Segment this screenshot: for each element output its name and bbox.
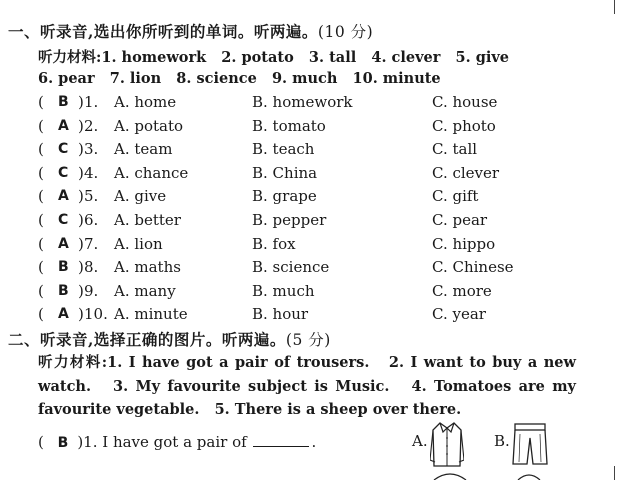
open-paren: ( bbox=[38, 211, 44, 229]
open-paren: ( bbox=[38, 281, 44, 300]
option-a: A. minute bbox=[114, 305, 188, 324]
close-paren: ) bbox=[78, 116, 84, 135]
option-b: B. fox bbox=[252, 234, 296, 253]
close-paren: ) bbox=[78, 258, 84, 277]
option-c: C. photo bbox=[432, 116, 496, 135]
question-number: 8. bbox=[84, 258, 99, 277]
option-c: C. more bbox=[432, 281, 492, 300]
option-b: B. science bbox=[252, 258, 330, 277]
option-a: A. many bbox=[114, 281, 176, 300]
page-edge-mark-bottom bbox=[614, 466, 615, 480]
open-paren: ( bbox=[38, 305, 44, 324]
section2-title: 二、听录音,选择正确的图片。听两遍。 bbox=[8, 330, 286, 349]
page-edge-mark-top bbox=[614, 0, 615, 14]
partial-picture-icon-2 bbox=[514, 470, 544, 480]
option-b: B. grape bbox=[252, 187, 317, 206]
question-number: 9. bbox=[84, 281, 99, 300]
option-a: A. chance bbox=[114, 163, 189, 182]
close-paren: ) bbox=[78, 187, 84, 206]
section2-material-text: 1. I have got a pair of trousers. 2. I want to buy a new watch. 3. My favourite subject is Music. 4. Tomatoes are my favourite vegetable. 5. There is a sheep over there. bbox=[38, 354, 582, 418]
section2-points: (5 分) bbox=[285, 331, 331, 349]
option-a: A. lion bbox=[114, 234, 163, 253]
close-paren: ) bbox=[78, 140, 84, 159]
option-c: C. tall bbox=[432, 140, 478, 159]
section2-question1 bbox=[38, 432, 316, 451]
section2-heading bbox=[8, 328, 331, 350]
q1-answer: B bbox=[57, 435, 69, 451]
open-paren: ( bbox=[38, 140, 44, 159]
answer-letter: B bbox=[58, 282, 69, 299]
section2-material-label: 听力材料: bbox=[38, 354, 108, 371]
option-c: C. house bbox=[432, 93, 498, 111]
option-b: B. homework bbox=[252, 93, 353, 111]
section1-material-text1: 1. homework 2. potato 3. tall 4. clever 5. give bbox=[101, 49, 510, 66]
q1-period: . bbox=[311, 433, 317, 451]
answer-letter: B bbox=[58, 94, 69, 110]
q1-choice-b-label: B. bbox=[494, 432, 510, 450]
answer-letter: A bbox=[58, 306, 69, 323]
question-number: 4. bbox=[84, 163, 99, 182]
option-b: B. much bbox=[252, 281, 315, 300]
close-paren: ) bbox=[78, 234, 84, 253]
option-b: B. China bbox=[252, 163, 318, 182]
open-paren: ( bbox=[38, 234, 44, 253]
section1-heading bbox=[8, 20, 373, 42]
close-paren: ) bbox=[78, 93, 84, 111]
option-b: B. tomato bbox=[252, 116, 326, 135]
q1-open-paren: ( bbox=[38, 433, 44, 451]
option-c: C. clever bbox=[432, 163, 500, 182]
option-a: A. potato bbox=[114, 116, 184, 135]
open-paren: ( bbox=[38, 187, 44, 206]
partial-picture-icon bbox=[430, 470, 470, 480]
question-number: 2. bbox=[84, 116, 99, 135]
option-b: B. hour bbox=[252, 305, 309, 324]
answer-letter: C bbox=[58, 141, 69, 158]
option-a: A. team bbox=[114, 140, 173, 159]
answer-letter: A bbox=[58, 235, 69, 252]
answer-letter: C bbox=[58, 212, 69, 228]
section1-title: 一、听录音,选出你所听到的单词。听两遍。 bbox=[8, 22, 318, 41]
question-number: 10. bbox=[84, 305, 108, 324]
section1-material-label: 听力材料: bbox=[38, 49, 102, 66]
answer-letter: A bbox=[58, 188, 69, 205]
close-paren: ) bbox=[78, 305, 84, 324]
question-number: 7. bbox=[84, 234, 99, 253]
open-paren: ( bbox=[38, 93, 44, 111]
q1-blank bbox=[253, 432, 309, 447]
answer-letter: B bbox=[58, 259, 69, 276]
question-number: 5. bbox=[84, 187, 99, 206]
trousers-icon bbox=[512, 422, 548, 466]
option-a: A. home bbox=[114, 93, 177, 111]
option-c: C. pear bbox=[432, 211, 488, 229]
answer-letter: A bbox=[58, 117, 69, 134]
option-c: C. Chinese bbox=[432, 258, 514, 277]
question-number: 3. bbox=[84, 140, 99, 159]
section1-material-line2 bbox=[38, 70, 441, 87]
section1-points: (10 分) bbox=[317, 23, 374, 41]
close-paren: ) bbox=[78, 281, 84, 300]
q1-text: 1. I have got a pair of bbox=[83, 433, 247, 451]
option-c: C. gift bbox=[432, 187, 479, 206]
answer-letter: C bbox=[58, 164, 69, 181]
option-b: B. pepper bbox=[252, 211, 327, 229]
q1-close-paren: ) bbox=[77, 433, 84, 451]
option-c: C. year bbox=[432, 305, 486, 324]
open-paren: ( bbox=[38, 163, 44, 182]
option-a: A. better bbox=[114, 211, 181, 229]
question-number: 6. bbox=[84, 211, 99, 229]
close-paren: ) bbox=[78, 163, 84, 182]
q1-choice-a-label: A. bbox=[412, 432, 428, 450]
question-number: 1. bbox=[84, 93, 99, 111]
close-paren: ) bbox=[78, 211, 84, 229]
option-a: A. give bbox=[114, 187, 167, 206]
option-b: B. teach bbox=[252, 140, 315, 159]
shirt-icon bbox=[430, 420, 464, 470]
section1-material-text2: 6. pear 7. lion 8. science 9. much 10. minute bbox=[38, 70, 441, 87]
open-paren: ( bbox=[38, 258, 44, 277]
open-paren: ( bbox=[38, 116, 44, 135]
section1-material-line1 bbox=[38, 46, 509, 67]
option-c: C. hippo bbox=[432, 234, 496, 253]
section2-material bbox=[38, 351, 582, 422]
option-a: A. maths bbox=[114, 258, 181, 277]
